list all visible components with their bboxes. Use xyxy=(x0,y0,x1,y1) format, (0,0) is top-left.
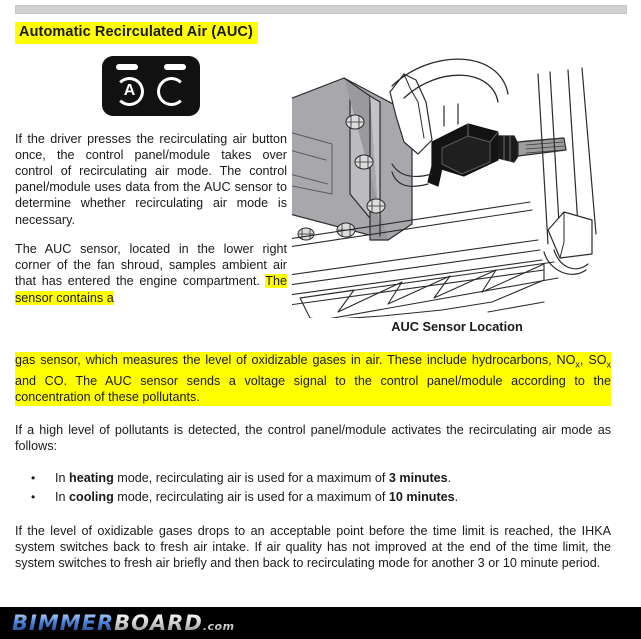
led-indicator-right-icon xyxy=(164,64,186,70)
highlight-line-2-c: and CO. The AUC sensor sends a voltage signal to the control xyxy=(15,373,419,388)
bullet-0-duration: 3 minutes xyxy=(388,470,448,485)
highlight-line-2-b: , SO xyxy=(579,353,607,367)
recirculation-duration-list xyxy=(15,469,611,507)
auc-sensor-illustration xyxy=(292,44,632,318)
recirculation-button-icon xyxy=(102,56,200,116)
logo-text-bimmer: BIMMER xyxy=(12,611,115,635)
document-page xyxy=(0,22,641,571)
upper-two-column-region xyxy=(0,50,641,342)
bullet-1-text-middle: mode, recirculating air is used for a maximum of xyxy=(113,489,389,504)
bullet-1-mode: cooling xyxy=(69,489,114,504)
list-item xyxy=(15,488,611,507)
bullet-0-text-before: In xyxy=(55,470,70,485)
paragraph-sensor-location xyxy=(15,241,287,306)
sox-subscript: x xyxy=(606,359,612,370)
page-title-row xyxy=(0,22,641,44)
auto-letter-a-label: A xyxy=(123,81,136,99)
paragraph-driver-presses-button: If the driver presses the recirculating air button once, the control panel/module takes over control of recirculating air mode. The control panel/module uses data from the AUC sensor to determine whether recirculating air mode is necessary. xyxy=(15,131,287,227)
spacer-after-highlight xyxy=(15,406,611,422)
nox-subscript: x xyxy=(575,359,580,370)
bullet-1-text-after: . xyxy=(454,489,459,504)
bullet-marker-icon: • xyxy=(31,470,36,485)
spacer-after-bullets xyxy=(15,507,611,523)
paragraph-closing-behavior: If the level of oxidizable gases drops to an acceptable point before the time limit is reached, the IHKA system switches back to fresh air intake. If air quality has not improved at the end of the time limit, the system switches to fresh air briefly and then back to recirculating mode for another 3 or 10 minute period. xyxy=(15,523,611,571)
site-footer xyxy=(0,607,641,639)
highlight-line-2-a: hydrocarbons, NO xyxy=(471,353,576,367)
paragraph-sensor-location-highlight: The sensor contains a xyxy=(15,274,287,305)
logo-text-dotcom: .com xyxy=(202,620,235,633)
auc-sensor-line-drawing xyxy=(292,44,632,318)
manual-recirculation-arrow-icon xyxy=(157,77,186,106)
spacer-before-bullets xyxy=(15,455,611,469)
lower-full-width-region xyxy=(15,352,611,572)
bullet-0-mode: heating xyxy=(69,470,114,485)
right-figure-column xyxy=(292,44,632,334)
logo-text-board: BOARD xyxy=(114,611,203,635)
auc-button-figure xyxy=(15,50,287,131)
bullet-0-text-middle: mode, recirculating air is used for a maximum of xyxy=(113,470,389,485)
bullet-1-duration: 10 minutes xyxy=(388,489,455,504)
page-title: Automatic Recirculated Air (AUC) xyxy=(15,22,258,44)
bullet-0-text-after: . xyxy=(447,470,452,485)
paragraph-high-pollutants: If a high level of pollutants is detected, the control panel/module activates the recirculating air mode as follows: xyxy=(15,422,611,454)
figure-caption: AUC Sensor Location xyxy=(391,318,523,334)
led-indicator-left-icon xyxy=(116,64,138,70)
paragraph-sensor-location-plain: The AUC sensor, located in the lower right corner of the fan shroud, samples ambient air that has entered the engine compartment. xyxy=(15,241,287,289)
highlighted-gas-sensor-block xyxy=(15,352,611,406)
highlight-line-1: gas sensor, which measures the level of oxidizable gases in air. These include xyxy=(15,353,467,367)
scan-top-bar xyxy=(15,5,627,14)
bullet-1-text-before: In xyxy=(55,489,70,504)
list-item xyxy=(15,469,611,488)
bullet-marker-icon: • xyxy=(31,489,36,504)
left-text-column xyxy=(15,50,287,306)
highlight-line-3: panel/module according to the concentration of these pollutants. xyxy=(15,373,612,405)
bimmerboard-logo xyxy=(12,611,235,639)
